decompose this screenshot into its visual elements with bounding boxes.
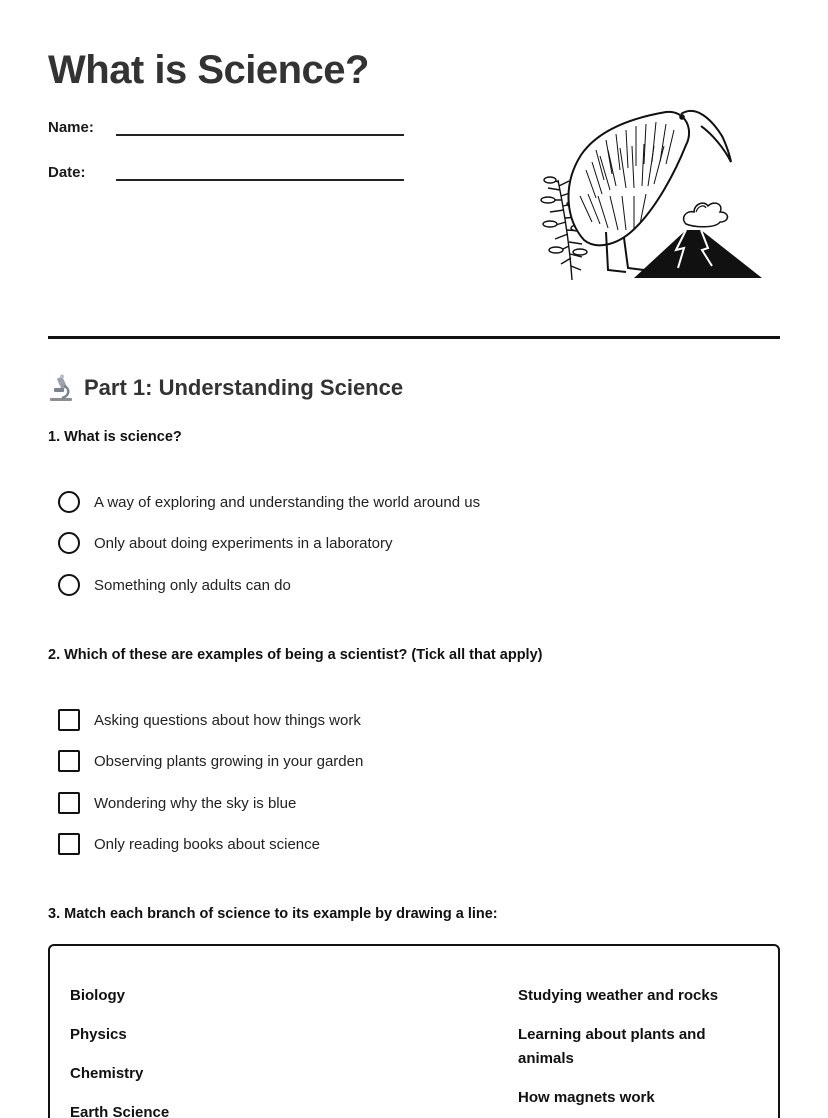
part1-heading [48,374,403,402]
q1-option-2[interactable] [58,532,393,554]
checkbox[interactable] [58,833,80,855]
radio-button[interactable] [58,491,80,513]
date-field [48,163,404,181]
volcano-illustration [634,203,762,278]
name-label: Name: [48,119,94,136]
question-2: 2. Which of these are examples of being a scientist? (Tick all that apply) [48,647,543,663]
microscope-icon [48,374,74,402]
q2-option-label: Observing plants growing in your garden [94,752,364,770]
q1-option-3[interactable] [58,574,291,596]
q2-option-label: Wondering why the sky is blue [94,794,297,812]
q2-option-1[interactable] [58,709,361,731]
example-item[interactable]: Learning about plants and animals [518,1026,706,1067]
matching-box [48,944,780,1118]
q2-option-label: Only reading books about science [94,835,320,853]
example-column [518,984,748,1118]
example-item[interactable]: How magnets work [518,1089,655,1106]
radio-button[interactable] [58,532,80,554]
q1-option-label: Only about doing experiments in a laboratory [94,534,393,552]
branch-item[interactable]: Earth Science [70,1104,170,1118]
name-field [48,118,404,136]
question-3: 3. Match each branch of science to its example by drawing a line: [48,906,498,922]
kiwi-fern-volcano-illustration [536,100,768,286]
checkbox[interactable] [58,750,80,772]
part1-title: Part 1: Understanding Science [84,375,404,400]
q2-option-2[interactable] [58,750,363,772]
section-divider [48,336,780,339]
checkbox[interactable] [58,709,80,731]
question-1: 1. What is science? [48,429,182,445]
branch-item[interactable]: Biology [70,987,125,1004]
checkbox[interactable] [58,792,80,814]
q2-option-label: Asking questions about how things work [94,711,361,729]
branch-column [70,984,320,1118]
worksheet-title: What is Science? [48,48,369,92]
q2-option-3[interactable] [58,792,296,814]
example-item[interactable]: Studying weather and rocks [518,987,719,1004]
q1-option-label: A way of exploring and understanding the world around us [94,493,481,511]
q1-option-1[interactable] [58,491,480,513]
date-line[interactable] [116,163,404,181]
q1-option-label: Something only adults can do [94,576,291,594]
date-label: Date: [48,164,86,181]
q2-option-4[interactable] [58,833,320,855]
radio-button[interactable] [58,574,80,596]
branch-item[interactable]: Physics [70,1026,127,1043]
name-line[interactable] [116,118,404,136]
branch-item[interactable]: Chemistry [70,1065,144,1082]
